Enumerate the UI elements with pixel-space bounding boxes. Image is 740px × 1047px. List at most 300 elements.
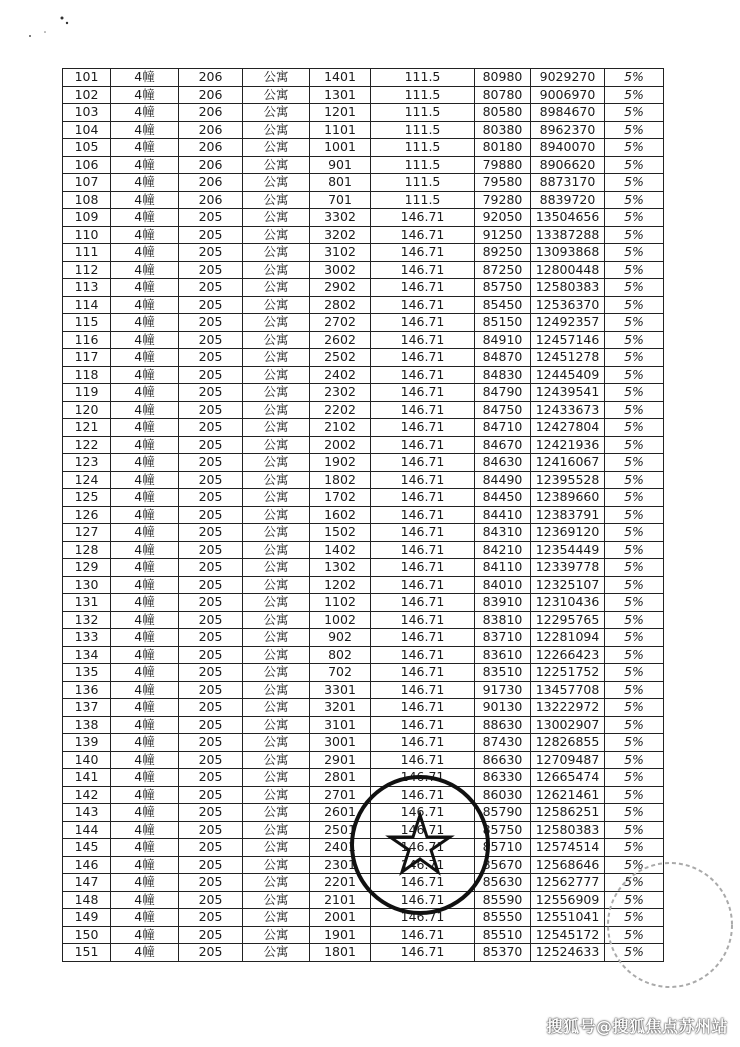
rate-cell: 5%: [605, 366, 664, 384]
property-type-cell: 公寓: [243, 891, 310, 909]
room-number-cell: 1001: [310, 139, 371, 157]
room-number-cell: 1802: [310, 471, 371, 489]
unit-price-cell: 84010: [475, 576, 531, 594]
unit-price-cell: 87430: [475, 734, 531, 752]
room-number-cell: 1301: [310, 86, 371, 104]
building-cell: 4幢: [111, 69, 179, 87]
unit-price-cell: 86630: [475, 751, 531, 769]
property-type-cell: 公寓: [243, 331, 310, 349]
rate-cell: 5%: [605, 454, 664, 472]
property-type-cell: 公寓: [243, 69, 310, 87]
building-cell: 4幢: [111, 156, 179, 174]
property-type-cell: 公寓: [243, 594, 310, 612]
total-price-cell: 12439541: [531, 384, 605, 402]
unit-price-cell: 84830: [475, 366, 531, 384]
total-price-cell: 12445409: [531, 366, 605, 384]
row-number-cell: 104: [63, 121, 111, 139]
unit-price-cell: 85450: [475, 296, 531, 314]
total-price-cell: 12433673: [531, 401, 605, 419]
unit-price-cell: 84310: [475, 524, 531, 542]
table-row: [63, 69, 664, 87]
unit-type-code-cell: 205: [179, 454, 243, 472]
unit-price-cell: 84110: [475, 559, 531, 577]
building-cell: 4幢: [111, 331, 179, 349]
area-cell: 146.71: [371, 629, 475, 647]
unit-type-code-cell: 205: [179, 611, 243, 629]
unit-price-cell: 85590: [475, 891, 531, 909]
rate-cell: 5%: [605, 926, 664, 944]
building-cell: 4幢: [111, 926, 179, 944]
total-price-cell: 13002907: [531, 716, 605, 734]
total-price-cell: 12395528: [531, 471, 605, 489]
table-row: [63, 944, 664, 962]
row-number-cell: 105: [63, 139, 111, 157]
row-number-cell: 145: [63, 839, 111, 857]
unit-price-cell: 83910: [475, 594, 531, 612]
property-type-cell: 公寓: [243, 786, 310, 804]
building-cell: 4幢: [111, 279, 179, 297]
total-price-cell: 12556909: [531, 891, 605, 909]
total-price-cell: 12568646: [531, 856, 605, 874]
unit-price-cell: 84790: [475, 384, 531, 402]
row-number-cell: 146: [63, 856, 111, 874]
room-number-cell: 2002: [310, 436, 371, 454]
area-cell: 146.71: [371, 874, 475, 892]
row-number-cell: 117: [63, 349, 111, 367]
table-row: [63, 769, 664, 787]
row-number-cell: 137: [63, 699, 111, 717]
area-cell: 146.71: [371, 401, 475, 419]
rate-cell: 5%: [605, 856, 664, 874]
unit-type-code-cell: 205: [179, 734, 243, 752]
unit-type-code-cell: 205: [179, 874, 243, 892]
rate-cell: 5%: [605, 121, 664, 139]
building-cell: 4幢: [111, 261, 179, 279]
unit-price-cell: 91730: [475, 681, 531, 699]
building-cell: 4幢: [111, 349, 179, 367]
area-cell: 146.71: [371, 226, 475, 244]
building-cell: 4幢: [111, 944, 179, 962]
total-price-cell: 9006970: [531, 86, 605, 104]
total-price-cell: 12310436: [531, 594, 605, 612]
building-cell: 4幢: [111, 454, 179, 472]
area-cell: 146.71: [371, 926, 475, 944]
rate-cell: 5%: [605, 821, 664, 839]
row-number-cell: 110: [63, 226, 111, 244]
area-cell: 146.71: [371, 559, 475, 577]
row-number-cell: 150: [63, 926, 111, 944]
total-price-cell: 12389660: [531, 489, 605, 507]
total-price-cell: 12800448: [531, 261, 605, 279]
row-number-cell: 124: [63, 471, 111, 489]
property-type-cell: 公寓: [243, 226, 310, 244]
total-price-cell: 12709487: [531, 751, 605, 769]
total-price-cell: 12416067: [531, 454, 605, 472]
unit-price-cell: 84410: [475, 506, 531, 524]
building-cell: 4幢: [111, 839, 179, 857]
total-price-cell: 12574514: [531, 839, 605, 857]
room-number-cell: 1702: [310, 489, 371, 507]
table-row: [63, 664, 664, 682]
unit-price-cell: 92050: [475, 209, 531, 227]
rate-cell: 5%: [605, 489, 664, 507]
room-number-cell: 3301: [310, 681, 371, 699]
total-price-cell: 12339778: [531, 559, 605, 577]
total-price-cell: 12562777: [531, 874, 605, 892]
table-row: [63, 331, 664, 349]
row-number-cell: 149: [63, 909, 111, 927]
unit-price-cell: 84490: [475, 471, 531, 489]
rate-cell: 5%: [605, 244, 664, 262]
table-row: [63, 629, 664, 647]
unit-type-code-cell: 206: [179, 69, 243, 87]
unit-type-code-cell: 205: [179, 664, 243, 682]
table-row: [63, 366, 664, 384]
area-cell: 146.71: [371, 681, 475, 699]
room-number-cell: 1202: [310, 576, 371, 594]
room-number-cell: 2801: [310, 769, 371, 787]
unit-price-cell: 85550: [475, 909, 531, 927]
property-type-cell: 公寓: [243, 419, 310, 437]
property-type-cell: 公寓: [243, 349, 310, 367]
rate-cell: 5%: [605, 524, 664, 542]
room-number-cell: 2601: [310, 804, 371, 822]
area-cell: 111.5: [371, 156, 475, 174]
area-cell: 146.71: [371, 909, 475, 927]
total-price-cell: 13093868: [531, 244, 605, 262]
table-row: [63, 594, 664, 612]
room-number-cell: 2402: [310, 366, 371, 384]
area-cell: 146.71: [371, 541, 475, 559]
unit-price-cell: 80180: [475, 139, 531, 157]
table-row: [63, 279, 664, 297]
area-cell: 146.71: [371, 699, 475, 717]
unit-type-code-cell: 205: [179, 366, 243, 384]
property-type-cell: 公寓: [243, 541, 310, 559]
row-number-cell: 108: [63, 191, 111, 209]
rate-cell: 5%: [605, 104, 664, 122]
property-type-cell: 公寓: [243, 576, 310, 594]
unit-type-code-cell: 205: [179, 471, 243, 489]
building-cell: 4幢: [111, 821, 179, 839]
unit-price-cell: 87250: [475, 261, 531, 279]
building-cell: 4幢: [111, 296, 179, 314]
building-cell: 4幢: [111, 629, 179, 647]
rate-cell: 5%: [605, 436, 664, 454]
room-number-cell: 2602: [310, 331, 371, 349]
building-cell: 4幢: [111, 909, 179, 927]
room-number-cell: 1002: [310, 611, 371, 629]
total-price-cell: 12545172: [531, 926, 605, 944]
property-type-cell: 公寓: [243, 401, 310, 419]
table-row: [63, 436, 664, 454]
room-number-cell: 3302: [310, 209, 371, 227]
table-row: [63, 156, 664, 174]
rate-cell: 5%: [605, 576, 664, 594]
unit-type-code-cell: 205: [179, 331, 243, 349]
table-row: [63, 891, 664, 909]
row-number-cell: 135: [63, 664, 111, 682]
property-type-cell: 公寓: [243, 261, 310, 279]
table-row: [63, 611, 664, 629]
unit-type-code-cell: 206: [179, 121, 243, 139]
rate-cell: 5%: [605, 314, 664, 332]
building-cell: 4幢: [111, 139, 179, 157]
rate-cell: 5%: [605, 156, 664, 174]
area-cell: 111.5: [371, 104, 475, 122]
table-row: [63, 699, 664, 717]
rate-cell: 5%: [605, 174, 664, 192]
building-cell: 4幢: [111, 699, 179, 717]
row-number-cell: 147: [63, 874, 111, 892]
total-price-cell: 8984670: [531, 104, 605, 122]
building-cell: 4幢: [111, 769, 179, 787]
property-type-cell: 公寓: [243, 471, 310, 489]
total-price-cell: 8940070: [531, 139, 605, 157]
unit-price-cell: 89250: [475, 244, 531, 262]
total-price-cell: 12325107: [531, 576, 605, 594]
table-row: [63, 786, 664, 804]
area-cell: 146.71: [371, 769, 475, 787]
unit-type-code-cell: 205: [179, 716, 243, 734]
unit-price-cell: 85790: [475, 804, 531, 822]
unit-price-cell: 90130: [475, 699, 531, 717]
rate-cell: 5%: [605, 629, 664, 647]
unit-price-cell: 84870: [475, 349, 531, 367]
unit-price-cell: 80780: [475, 86, 531, 104]
area-cell: 146.71: [371, 856, 475, 874]
unit-type-code-cell: 205: [179, 279, 243, 297]
area-cell: 146.71: [371, 349, 475, 367]
unit-type-code-cell: 205: [179, 419, 243, 437]
rate-cell: 5%: [605, 839, 664, 857]
property-type-cell: 公寓: [243, 86, 310, 104]
building-cell: 4幢: [111, 541, 179, 559]
unit-price-cell: 85370: [475, 944, 531, 962]
area-cell: 146.71: [371, 419, 475, 437]
building-cell: 4幢: [111, 716, 179, 734]
unit-price-cell: 84210: [475, 541, 531, 559]
room-number-cell: 1402: [310, 541, 371, 559]
total-price-cell: 12586251: [531, 804, 605, 822]
area-cell: 146.71: [371, 821, 475, 839]
rate-cell: 5%: [605, 139, 664, 157]
total-price-cell: 13387288: [531, 226, 605, 244]
table-row: [63, 559, 664, 577]
room-number-cell: 3002: [310, 261, 371, 279]
unit-price-cell: 85510: [475, 926, 531, 944]
room-number-cell: 2301: [310, 856, 371, 874]
room-number-cell: 1302: [310, 559, 371, 577]
row-number-cell: 121: [63, 419, 111, 437]
area-cell: 146.71: [371, 506, 475, 524]
rate-cell: 5%: [605, 349, 664, 367]
table-row: [63, 506, 664, 524]
total-price-cell: 12251752: [531, 664, 605, 682]
unit-price-cell: 86030: [475, 786, 531, 804]
row-number-cell: 119: [63, 384, 111, 402]
row-number-cell: 125: [63, 489, 111, 507]
property-type-cell: 公寓: [243, 314, 310, 332]
unit-type-code-cell: 205: [179, 244, 243, 262]
area-cell: 111.5: [371, 86, 475, 104]
unit-type-code-cell: 205: [179, 594, 243, 612]
property-type-cell: 公寓: [243, 856, 310, 874]
row-number-cell: 144: [63, 821, 111, 839]
row-number-cell: 134: [63, 646, 111, 664]
unit-price-cell: 84450: [475, 489, 531, 507]
table-row: [63, 454, 664, 472]
table-row: [63, 541, 664, 559]
property-type-cell: 公寓: [243, 506, 310, 524]
total-price-cell: 12665474: [531, 769, 605, 787]
building-cell: 4幢: [111, 524, 179, 542]
building-cell: 4幢: [111, 804, 179, 822]
total-price-cell: 12580383: [531, 821, 605, 839]
total-price-cell: 12580383: [531, 279, 605, 297]
table-row: [63, 524, 664, 542]
area-cell: 111.5: [371, 174, 475, 192]
unit-type-code-cell: 205: [179, 209, 243, 227]
table-row: [63, 734, 664, 752]
area-cell: 146.71: [371, 331, 475, 349]
watermark: 搜狐号@搜狐焦点苏州站: [546, 1017, 728, 1036]
unit-price-cell: 84630: [475, 454, 531, 472]
area-cell: 146.71: [371, 314, 475, 332]
unit-price-cell: 86330: [475, 769, 531, 787]
total-price-cell: 8962370: [531, 121, 605, 139]
row-number-cell: 118: [63, 366, 111, 384]
unit-price-cell: 79580: [475, 174, 531, 192]
table-row: [63, 804, 664, 822]
rate-cell: 5%: [605, 226, 664, 244]
total-price-cell: 12427804: [531, 419, 605, 437]
building-cell: 4幢: [111, 419, 179, 437]
row-number-cell: 132: [63, 611, 111, 629]
area-cell: 146.71: [371, 716, 475, 734]
unit-type-code-cell: 206: [179, 139, 243, 157]
area-cell: 111.5: [371, 121, 475, 139]
row-number-cell: 106: [63, 156, 111, 174]
rate-cell: 5%: [605, 261, 664, 279]
rate-cell: 5%: [605, 86, 664, 104]
unit-type-code-cell: 205: [179, 751, 243, 769]
area-cell: 111.5: [371, 191, 475, 209]
unit-type-code-cell: 205: [179, 349, 243, 367]
row-number-cell: 123: [63, 454, 111, 472]
rate-cell: 5%: [605, 401, 664, 419]
row-number-cell: 129: [63, 559, 111, 577]
row-number-cell: 122: [63, 436, 111, 454]
room-number-cell: 701: [310, 191, 371, 209]
row-number-cell: 131: [63, 594, 111, 612]
total-price-cell: 9029270: [531, 69, 605, 87]
building-cell: 4幢: [111, 576, 179, 594]
rate-cell: 5%: [605, 769, 664, 787]
unit-price-cell: 84670: [475, 436, 531, 454]
unit-type-code-cell: 205: [179, 821, 243, 839]
unit-price-cell: 80980: [475, 69, 531, 87]
building-cell: 4幢: [111, 401, 179, 419]
room-number-cell: 1101: [310, 121, 371, 139]
rate-cell: 5%: [605, 559, 664, 577]
row-number-cell: 113: [63, 279, 111, 297]
table-row: [63, 296, 664, 314]
unit-type-code-cell: 205: [179, 646, 243, 664]
room-number-cell: 2902: [310, 279, 371, 297]
property-type-cell: 公寓: [243, 139, 310, 157]
room-number-cell: 2202: [310, 401, 371, 419]
price-list-table: [62, 68, 664, 962]
unit-type-code-cell: 205: [179, 314, 243, 332]
unit-type-code-cell: 205: [179, 699, 243, 717]
row-number-cell: 138: [63, 716, 111, 734]
property-type-cell: 公寓: [243, 174, 310, 192]
unit-type-code-cell: 206: [179, 104, 243, 122]
area-cell: 146.71: [371, 646, 475, 664]
rate-cell: 5%: [605, 699, 664, 717]
room-number-cell: 1502: [310, 524, 371, 542]
property-type-cell: 公寓: [243, 436, 310, 454]
unit-type-code-cell: 205: [179, 401, 243, 419]
table-row: [63, 86, 664, 104]
room-number-cell: 3102: [310, 244, 371, 262]
room-number-cell: 2501: [310, 821, 371, 839]
property-type-cell: 公寓: [243, 489, 310, 507]
area-cell: 146.71: [371, 891, 475, 909]
unit-type-code-cell: 206: [179, 174, 243, 192]
area-cell: 146.71: [371, 611, 475, 629]
building-cell: 4幢: [111, 436, 179, 454]
room-number-cell: 1201: [310, 104, 371, 122]
area-cell: 146.71: [371, 279, 475, 297]
property-type-cell: 公寓: [243, 646, 310, 664]
property-type-cell: 公寓: [243, 821, 310, 839]
rate-cell: 5%: [605, 646, 664, 664]
area-cell: 146.71: [371, 384, 475, 402]
total-price-cell: 12457146: [531, 331, 605, 349]
table-row: [63, 839, 664, 857]
unit-type-code-cell: 205: [179, 926, 243, 944]
unit-type-code-cell: 205: [179, 786, 243, 804]
table-row: [63, 489, 664, 507]
rate-cell: 5%: [605, 384, 664, 402]
row-number-cell: 148: [63, 891, 111, 909]
table-row: [63, 681, 664, 699]
room-number-cell: 801: [310, 174, 371, 192]
table-row: [63, 926, 664, 944]
unit-type-code-cell: 205: [179, 909, 243, 927]
row-number-cell: 112: [63, 261, 111, 279]
area-cell: 146.71: [371, 786, 475, 804]
total-price-cell: 12551041: [531, 909, 605, 927]
total-price-cell: 12383791: [531, 506, 605, 524]
unit-price-cell: 85150: [475, 314, 531, 332]
property-type-cell: 公寓: [243, 611, 310, 629]
rate-cell: 5%: [605, 506, 664, 524]
building-cell: 4幢: [111, 471, 179, 489]
property-type-cell: 公寓: [243, 751, 310, 769]
row-number-cell: 128: [63, 541, 111, 559]
unit-type-code-cell: 205: [179, 576, 243, 594]
unit-type-code-cell: 205: [179, 541, 243, 559]
area-cell: 146.71: [371, 804, 475, 822]
unit-price-cell: 88630: [475, 716, 531, 734]
rate-cell: 5%: [605, 279, 664, 297]
table-row: [63, 104, 664, 122]
room-number-cell: 2401: [310, 839, 371, 857]
building-cell: 4幢: [111, 874, 179, 892]
